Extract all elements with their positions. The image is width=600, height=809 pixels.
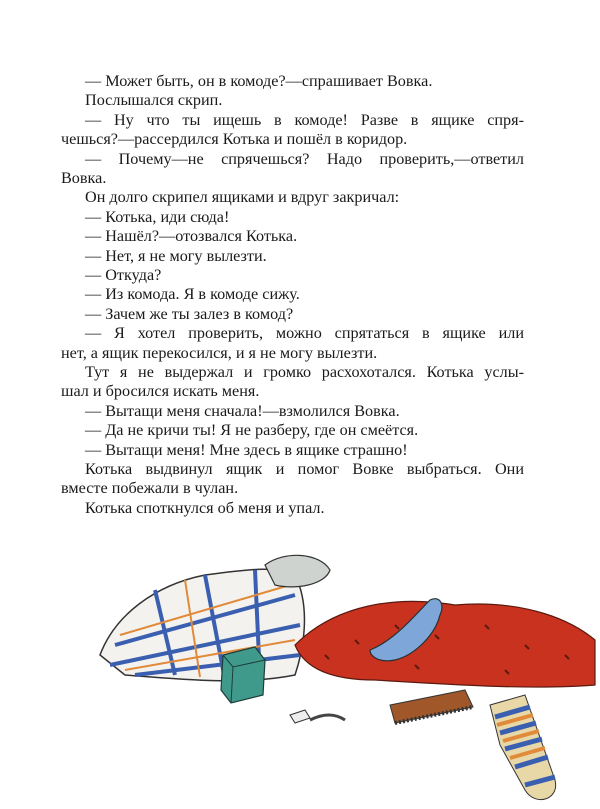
gray-shoe [265,555,330,587]
text-line: — Я хотел проверить, можно спрятаться в ящике или [85,324,524,343]
text-line: — Да не кричи ты! Я не разберу, где он смеётся. [85,421,419,440]
text-line: — Из комода. Я в комоде сижу. [85,285,300,304]
text-line: — Почему—не спрячешься? Надо проверить,—ответил [85,149,524,168]
paragraph [61,285,524,304]
paragraph [61,441,524,460]
paragraph [61,72,524,91]
text-line: Послышался скрип. [85,91,223,110]
text-line: Вовка. [61,169,107,187]
paragraph [61,266,524,285]
text-line: Котька выдвинул ящик и помог Вовке выбраться. Они [85,460,524,479]
text-line: — Откуда? [85,266,162,285]
paragraph [61,208,524,227]
text-line: — Ну что ты ищешь в комоде! Разве в ящике спря- [85,110,524,129]
text-line: Он долго скрипел ящиками и вдруг закричал: [85,188,400,207]
text-line: — Вытащи меня сначала!—взмолился Вовка. [85,401,400,420]
striped-sock [490,695,556,800]
text-line: Котька споткнулся об меня и упал. [85,498,325,517]
text-line: — Котька, иди сюда! [85,207,230,226]
paragraph [61,111,524,150]
text-line: — Зачем же ты залез в комод? [85,304,294,323]
paragraph [61,188,524,207]
paragraph [61,305,524,324]
text-line: — Вытащи меня! Мне здесь в ящике страшно! [85,440,408,459]
text-line: — Нашёл?—отозвался Котька. [85,227,298,246]
paragraph [61,247,524,266]
text-line: Тут я не выдержал и громко расхохотался. Котька услы- [85,363,524,382]
text-line: чешься?—рассердился Котька и пошёл в коридор. [61,130,408,149]
paragraph [61,227,524,246]
paragraph [61,91,524,110]
plaid-cloth [100,569,304,681]
paragraph [61,324,524,363]
text-line: — Может быть, он в комоде?—спрашивает Вовка. [85,72,433,90]
text-line: вместе побежали в чулан. [61,479,239,498]
brush [390,690,473,723]
text-line: — Нет, я не могу вылезти. [85,246,267,265]
paragraph [61,150,524,189]
paragraph [61,402,524,421]
paragraph [61,499,524,518]
green-box [221,647,265,703]
text-line: нет, а ящик перекосился, и я не могу вылезти. [61,343,378,362]
story-text [61,72,524,518]
paragraph [61,421,524,440]
comb-and-scraps [290,710,345,723]
paragraph [61,460,524,499]
illustration-scattered-clothes [95,545,600,809]
red-cloth [295,601,595,687]
text-line: шал и бросился искать меня. [61,382,260,401]
paragraph [61,363,524,402]
